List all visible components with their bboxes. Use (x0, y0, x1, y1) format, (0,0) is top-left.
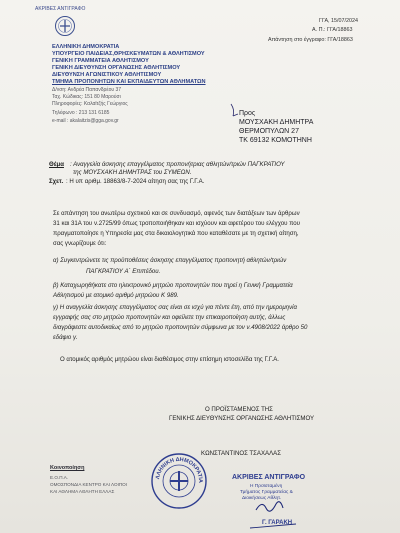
reply-reference: Απάντηση στο έγγραφο: ΓΓΑ/18863 (268, 37, 353, 43)
round-seal-stamp (150, 452, 208, 510)
subject-ref-text: : Η υπ αριθμ. 18863/8-7-2024 αίτηση σας της Γ.Γ.Α. (66, 178, 205, 185)
body-item-c-line-4: εδάφιο γ. (53, 334, 78, 341)
body-item-b-line-1: β) Καταχωρηθήκατε στο ηλεκτρονικό μητρώο προπονητών που τηρεί η Γενική Γραμματεία (53, 282, 293, 289)
top-stamp-text: ΑΚΡΙΒΕΣ ΑΝΤΙΓΡΑΦΟ (35, 6, 86, 12)
contact-phone: Τηλέφωνο : 213 131 6185 (52, 110, 110, 116)
org-line-6: ΤΜΗΜΑ ΠΡΟΠΟΝΗΤΩΝ ΚΑΙ ΕΚΠΑΙΔΕΥΤΩΝ ΑΘΛΗΜΑΤΩΝ (52, 79, 206, 85)
body-item-a-line-1: α) Συγκεντρώνετε τις προϋποθέσεις άσκησης επαγγέλματος προπονητή αθλητών/τριών (53, 257, 287, 264)
place-date: ΓΓΑ, 15/07/2024 (319, 18, 359, 24)
body-p1-line-1: Σε απάντηση του ανωτέρω σχετικού και σε συνδυασμό, αφενός των διατάξεων των άρθρων (53, 210, 300, 217)
org-line-4: ΓΕΝΙΚΗ ΔΙΕΥΘΥΝΣΗ ΟΡΓΑΝΩΣΗΣ ΑΘΛΗΤΙΣΜΟΥ (52, 65, 181, 71)
distribution-line-2: ΟΜΟΣΠΟΝΔΙΑ ΚΕΝΤΡΟ ΚΑΙ ΛΟΙΠΟΙ (50, 482, 128, 487)
distribution-line-3: ΚΑΙ ΑΘΛΗΜΑ ΑΘΛΗΤΗ ΕΛΛΑΣ (50, 489, 115, 494)
recipient-city: ΤΚ 69132 ΚΟΜΟΤΗΝΗ (239, 137, 312, 144)
body-p1-line-3: πραγματοποίησε η Υπηρεσία μας στα δικαιολογητικά που καταθέσατε με τη σχετική αίτηση, (53, 230, 299, 237)
hellenic-republic-emblem-icon (54, 15, 76, 37)
certified-line-1: Η Προϊσταμένη (250, 484, 283, 489)
body-item-a-line-2: ΠΑΓΚΡΑΤΙΟΥ Α΄ Επιπέδου. (86, 268, 161, 275)
handwritten-signature-icon (226, 488, 306, 533)
body-note: Ο ατομικός αριθμός μητρώου είναι διαθέσιμος στην επίσημη ιστοσελίδα της Γ.Γ.Α. (60, 356, 280, 363)
body-p1-line-4: σας γνωρίζουμε ότι: (53, 240, 107, 247)
signer-title-1: Ο ΠΡΟΪΣΤΑΜΕΝΟΣ ΤΗΣ (205, 406, 273, 413)
recipient-street: ΘΕΡΜΟΠΥΛΩΝ 27 (239, 128, 299, 135)
subject-text-2: της ΜΟΥΣΧΑΚΗ ΔΗΜΗΤΡΑΣ του ΣΥΜΕΩΝ. (73, 169, 192, 176)
body-item-b-line-2: Αθλητισμού με ατομικό αριθμό μητρώου K 989. (53, 292, 179, 299)
org-line-5: ΔΙΕΥΘΥΝΣΗ ΑΓΩΝΙΣΤΙΚΟΥ ΑΘΛΗΤΙΣΜΟΥ (52, 72, 162, 78)
body-item-c-line-3: διαγράφεστε αυτοδικαίως από το μητρώο προπονητών σύμφωνα με τον ν.4908/2022 άρθρο 50 (53, 324, 308, 331)
certified-line-2: Τμήματος Γραμματείας & (240, 490, 293, 495)
certified-title: ΑΚΡΙΒΕΣ ΑΝΤΙΓΡΑΦΟ (232, 474, 306, 481)
contact-email: e-mail : akalaitzis@gga.gov.gr (52, 118, 119, 124)
contact-address: Δ/νση: Ανδρέα Παπανδρέου 37 (52, 87, 122, 93)
body-item-c-line-1: γ) Η αναγγελία άσκησης επαγγέλματος σας είναι σε ισχύ για πέντε έτη, από την ημερομηνία (53, 304, 297, 311)
subject-text-1: : Αναγγελία άσκησης επαγγέλματος προπονήτριας αθλητών/τριών ΠΑΓΚΡΑΤΙΟΥ (70, 161, 285, 168)
body-p1-line-2: 31 και 31Α του ν.2725/99 όπως τροποποιήθηκαν και ισχύουν και αφετέρου του ελέγχου που (53, 220, 301, 227)
certified-sign-name: Γ. ΓΑΡΑΚΗ (262, 520, 293, 526)
contact-info: Πληροφορίες: Καλαϊτζής Γεώργιος (52, 101, 128, 107)
recipient-name: ΜΟΥΣΧΑΚΗ ΔΗΜΗΤΡΑ (239, 119, 314, 126)
subject-label: Θέμα (49, 161, 64, 168)
distribution-label: Κοινοποίηση (50, 465, 85, 471)
org-line-2: ΥΠΟΥΡΓΕΙΟ ΠΑΙΔΕΙΑΣ,ΘΡΗΣΚΕΥΜΑΤΩΝ & ΑΘΛΗΤΙΣΜΟΥ (52, 51, 205, 57)
recipient-label: Προς (239, 110, 256, 117)
round-seal-text: ΛΛΗΝΙΚΗ ΔΗΜΟΚΡΑΤΙΑ (155, 456, 204, 483)
signer-name: ΚΩΝΣΤΑΝΤΙΝΟΣ ΤΣΑΧΑΛΑΣ (201, 450, 282, 457)
signer-title-2: ΓΕΝΙΚΗΣ ΔΙΕΥΘΥΝΣΗΣ ΟΡΓΑΝΩΣΗΣ ΑΘΛΗΤΙΣΜΟΥ (169, 415, 315, 422)
protocol-number: Α. Π.: ΓΓΑ/18863 (312, 27, 353, 33)
certified-line-3: Διοικήσεως Αθλητ. (242, 496, 282, 501)
contact-postcode: Ταχ. Κώδικας: 151 80 Μαρούσι (52, 94, 121, 100)
distribution-line-1: Ε.Ο.Π.Α. (50, 475, 69, 480)
org-line-3: ΓΕΝΙΚΗ ΓΡΑΜΜΑΤΕΙΑ ΑΘΛΗΤΙΣΜΟΥ (52, 58, 149, 64)
org-line-1: ΕΛΛΗΝΙΚΗ ΔΗΜΟΚΡΑΤΙΑ (52, 44, 120, 50)
body-item-c-line-2: εγγραφής σας στο μητρώο προπονητών και οφείλετε την επικαιροποίηση αυτής, άλλως (53, 314, 286, 321)
subject-ref-label: Σχετ. (49, 178, 64, 185)
